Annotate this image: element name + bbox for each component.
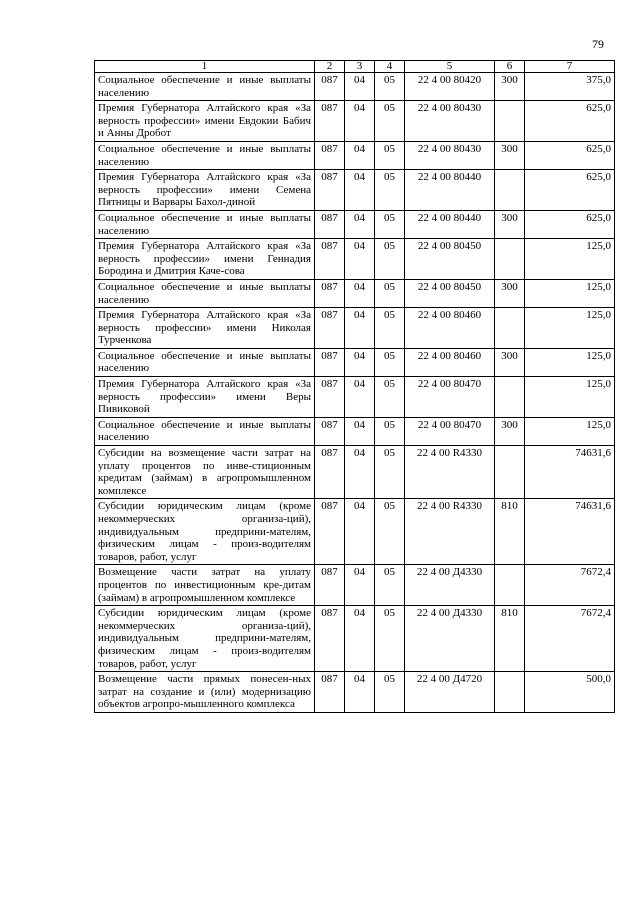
cell-amount: 74631,6 bbox=[525, 446, 615, 499]
cell-subsection: 05 bbox=[375, 101, 405, 142]
cell-amount: 500,0 bbox=[525, 672, 615, 713]
cell-article: 22 4 00 80430 bbox=[405, 141, 495, 169]
cell-expense-type: 300 bbox=[495, 417, 525, 445]
table-row bbox=[95, 141, 615, 169]
cell-name: Возмещение части прямых понесен-ных затрат на создание и (или) модернизацию объектов агропро-мышленного комплекса bbox=[95, 672, 315, 713]
cell-subsection: 05 bbox=[375, 210, 405, 238]
table-body bbox=[95, 73, 615, 713]
cell-name: Социальное обеспечение и иные выплаты населению bbox=[95, 417, 315, 445]
cell-expense-type bbox=[495, 672, 525, 713]
cell-name: Социальное обеспечение и иные выплаты населению bbox=[95, 73, 315, 101]
cell-subsection: 05 bbox=[375, 279, 405, 307]
cell-admin-code: 087 bbox=[315, 73, 345, 101]
cell-article: 22 4 00 80460 bbox=[405, 308, 495, 349]
table-row bbox=[95, 279, 615, 307]
table-row bbox=[95, 417, 615, 445]
table-row bbox=[95, 672, 615, 713]
cell-section: 04 bbox=[345, 417, 375, 445]
cell-article: 22 4 00 80470 bbox=[405, 377, 495, 418]
cell-amount: 74631,6 bbox=[525, 499, 615, 565]
table-row bbox=[95, 377, 615, 418]
cell-section: 04 bbox=[345, 565, 375, 606]
cell-subsection: 05 bbox=[375, 73, 405, 101]
table-row bbox=[95, 101, 615, 142]
cell-article: 22 4 00 80420 bbox=[405, 73, 495, 101]
page-number: 79 bbox=[592, 37, 604, 51]
cell-expense-type: 300 bbox=[495, 73, 525, 101]
cell-section: 04 bbox=[345, 210, 375, 238]
cell-subsection: 05 bbox=[375, 606, 405, 672]
table-row bbox=[95, 210, 615, 238]
cell-admin-code: 087 bbox=[315, 565, 345, 606]
table-row bbox=[95, 565, 615, 606]
cell-expense-type bbox=[495, 377, 525, 418]
cell-amount: 625,0 bbox=[525, 170, 615, 211]
table-row bbox=[95, 73, 615, 101]
cell-name: Субсидии юридическим лицам (кроме некоммерческих организа-ций), индивидуальным предприни-мателям, физическим лицам - произ-водителям товаров, работ, услуг bbox=[95, 499, 315, 565]
cell-admin-code: 087 bbox=[315, 308, 345, 349]
cell-admin-code: 087 bbox=[315, 606, 345, 672]
cell-article: 22 4 00 80440 bbox=[405, 210, 495, 238]
cell-subsection: 05 bbox=[375, 565, 405, 606]
cell-article: 22 4 00 Д4330 bbox=[405, 565, 495, 606]
cell-subsection: 05 bbox=[375, 141, 405, 169]
header-row bbox=[95, 61, 615, 73]
table-row bbox=[95, 170, 615, 211]
cell-admin-code: 087 bbox=[315, 499, 345, 565]
cell-article: 22 4 00 80450 bbox=[405, 279, 495, 307]
cell-expense-type bbox=[495, 101, 525, 142]
cell-section: 04 bbox=[345, 239, 375, 280]
cell-amount: 625,0 bbox=[525, 101, 615, 142]
cell-expense-type bbox=[495, 308, 525, 349]
cell-amount: 7672,4 bbox=[525, 565, 615, 606]
cell-article: 22 4 00 80430 bbox=[405, 101, 495, 142]
cell-admin-code: 087 bbox=[315, 210, 345, 238]
column-header: 7 bbox=[525, 61, 615, 73]
cell-section: 04 bbox=[345, 141, 375, 169]
cell-admin-code: 087 bbox=[315, 239, 345, 280]
table-row bbox=[95, 239, 615, 280]
cell-article: 22 4 00 Д4330 bbox=[405, 606, 495, 672]
cell-subsection: 05 bbox=[375, 672, 405, 713]
table-row bbox=[95, 606, 615, 672]
column-header: 2 bbox=[315, 61, 345, 73]
cell-section: 04 bbox=[345, 499, 375, 565]
cell-expense-type: 300 bbox=[495, 210, 525, 238]
column-header: 1 bbox=[95, 61, 315, 73]
cell-name: Премия Губернатора Алтайского края «За верность профессии» имени Веры Пивиковой bbox=[95, 377, 315, 418]
cell-subsection: 05 bbox=[375, 170, 405, 211]
cell-article: 22 4 00 80460 bbox=[405, 348, 495, 376]
cell-expense-type bbox=[495, 170, 525, 211]
cell-amount: 125,0 bbox=[525, 377, 615, 418]
cell-amount: 125,0 bbox=[525, 279, 615, 307]
cell-name: Премия Губернатора Алтайского края «За верность профессии» имени Николая Турченкова bbox=[95, 308, 315, 349]
cell-section: 04 bbox=[345, 170, 375, 211]
cell-admin-code: 087 bbox=[315, 279, 345, 307]
cell-admin-code: 087 bbox=[315, 170, 345, 211]
cell-amount: 125,0 bbox=[525, 417, 615, 445]
cell-amount: 125,0 bbox=[525, 348, 615, 376]
cell-article: 22 4 00 80470 bbox=[405, 417, 495, 445]
cell-section: 04 bbox=[345, 73, 375, 101]
table-row bbox=[95, 308, 615, 349]
cell-amount: 7672,4 bbox=[525, 606, 615, 672]
column-header: 6 bbox=[495, 61, 525, 73]
cell-subsection: 05 bbox=[375, 239, 405, 280]
cell-name: Премия Губернатора Алтайского края «За верность профессии» имени Геннадия Бородина и Дмитрия Каче-сова bbox=[95, 239, 315, 280]
cell-expense-type: 810 bbox=[495, 606, 525, 672]
cell-expense-type: 300 bbox=[495, 348, 525, 376]
cell-amount: 625,0 bbox=[525, 210, 615, 238]
cell-name: Субсидии на возмещение части затрат на уплату процентов по инве-стиционным кредитам (займам) в агропромышленном комплексе bbox=[95, 446, 315, 499]
cell-name: Возмещение части затрат на уплату процентов по инвестиционным кре-дитам (займам) в агропромышленном комплексе bbox=[95, 565, 315, 606]
cell-article: 22 4 00 Д4720 bbox=[405, 672, 495, 713]
cell-expense-type bbox=[495, 239, 525, 280]
cell-section: 04 bbox=[345, 308, 375, 349]
cell-name: Премия Губернатора Алтайского края «За верность профессии» имени Семена Пятницы и Варвары Бахол-диной bbox=[95, 170, 315, 211]
cell-subsection: 05 bbox=[375, 348, 405, 376]
cell-subsection: 05 bbox=[375, 417, 405, 445]
cell-name: Социальное обеспечение и иные выплаты населению bbox=[95, 279, 315, 307]
cell-admin-code: 087 bbox=[315, 672, 345, 713]
cell-expense-type bbox=[495, 565, 525, 606]
cell-section: 04 bbox=[345, 279, 375, 307]
column-header: 5 bbox=[405, 61, 495, 73]
cell-admin-code: 087 bbox=[315, 417, 345, 445]
cell-article: 22 4 00 R4330 bbox=[405, 446, 495, 499]
cell-subsection: 05 bbox=[375, 308, 405, 349]
cell-amount: 125,0 bbox=[525, 308, 615, 349]
cell-admin-code: 087 bbox=[315, 446, 345, 499]
column-header: 4 bbox=[375, 61, 405, 73]
cell-name: Социальное обеспечение и иные выплаты населению bbox=[95, 348, 315, 376]
cell-amount: 625,0 bbox=[525, 141, 615, 169]
cell-admin-code: 087 bbox=[315, 348, 345, 376]
cell-section: 04 bbox=[345, 446, 375, 499]
cell-expense-type: 300 bbox=[495, 279, 525, 307]
table-row bbox=[95, 499, 615, 565]
cell-expense-type: 300 bbox=[495, 141, 525, 169]
budget-table bbox=[94, 60, 615, 713]
cell-amount: 125,0 bbox=[525, 239, 615, 280]
cell-section: 04 bbox=[345, 348, 375, 376]
cell-name: Социальное обеспечение и иные выплаты населению bbox=[95, 210, 315, 238]
cell-admin-code: 087 bbox=[315, 101, 345, 142]
table-row bbox=[95, 446, 615, 499]
cell-article: 22 4 00 R4330 bbox=[405, 499, 495, 565]
table-row bbox=[95, 348, 615, 376]
cell-article: 22 4 00 80450 bbox=[405, 239, 495, 280]
cell-subsection: 05 bbox=[375, 446, 405, 499]
cell-admin-code: 087 bbox=[315, 377, 345, 418]
cell-expense-type bbox=[495, 446, 525, 499]
cell-expense-type: 810 bbox=[495, 499, 525, 565]
cell-section: 04 bbox=[345, 101, 375, 142]
cell-admin-code: 087 bbox=[315, 141, 345, 169]
cell-name: Социальное обеспечение и иные выплаты населению bbox=[95, 141, 315, 169]
cell-article: 22 4 00 80440 bbox=[405, 170, 495, 211]
cell-section: 04 bbox=[345, 672, 375, 713]
cell-name: Премия Губернатора Алтайского края «За верность профессии» имени Евдокии Бабич и Анны Дробот bbox=[95, 101, 315, 142]
cell-section: 04 bbox=[345, 377, 375, 418]
cell-section: 04 bbox=[345, 606, 375, 672]
column-header: 3 bbox=[345, 61, 375, 73]
cell-name: Субсидии юридическим лицам (кроме некоммерческих организа-ций), индивидуальным предприни-мателям, физическим лицам - произ-водителям товаров, работ, услуг bbox=[95, 606, 315, 672]
cell-subsection: 05 bbox=[375, 377, 405, 418]
cell-subsection: 05 bbox=[375, 499, 405, 565]
cell-amount: 375,0 bbox=[525, 73, 615, 101]
